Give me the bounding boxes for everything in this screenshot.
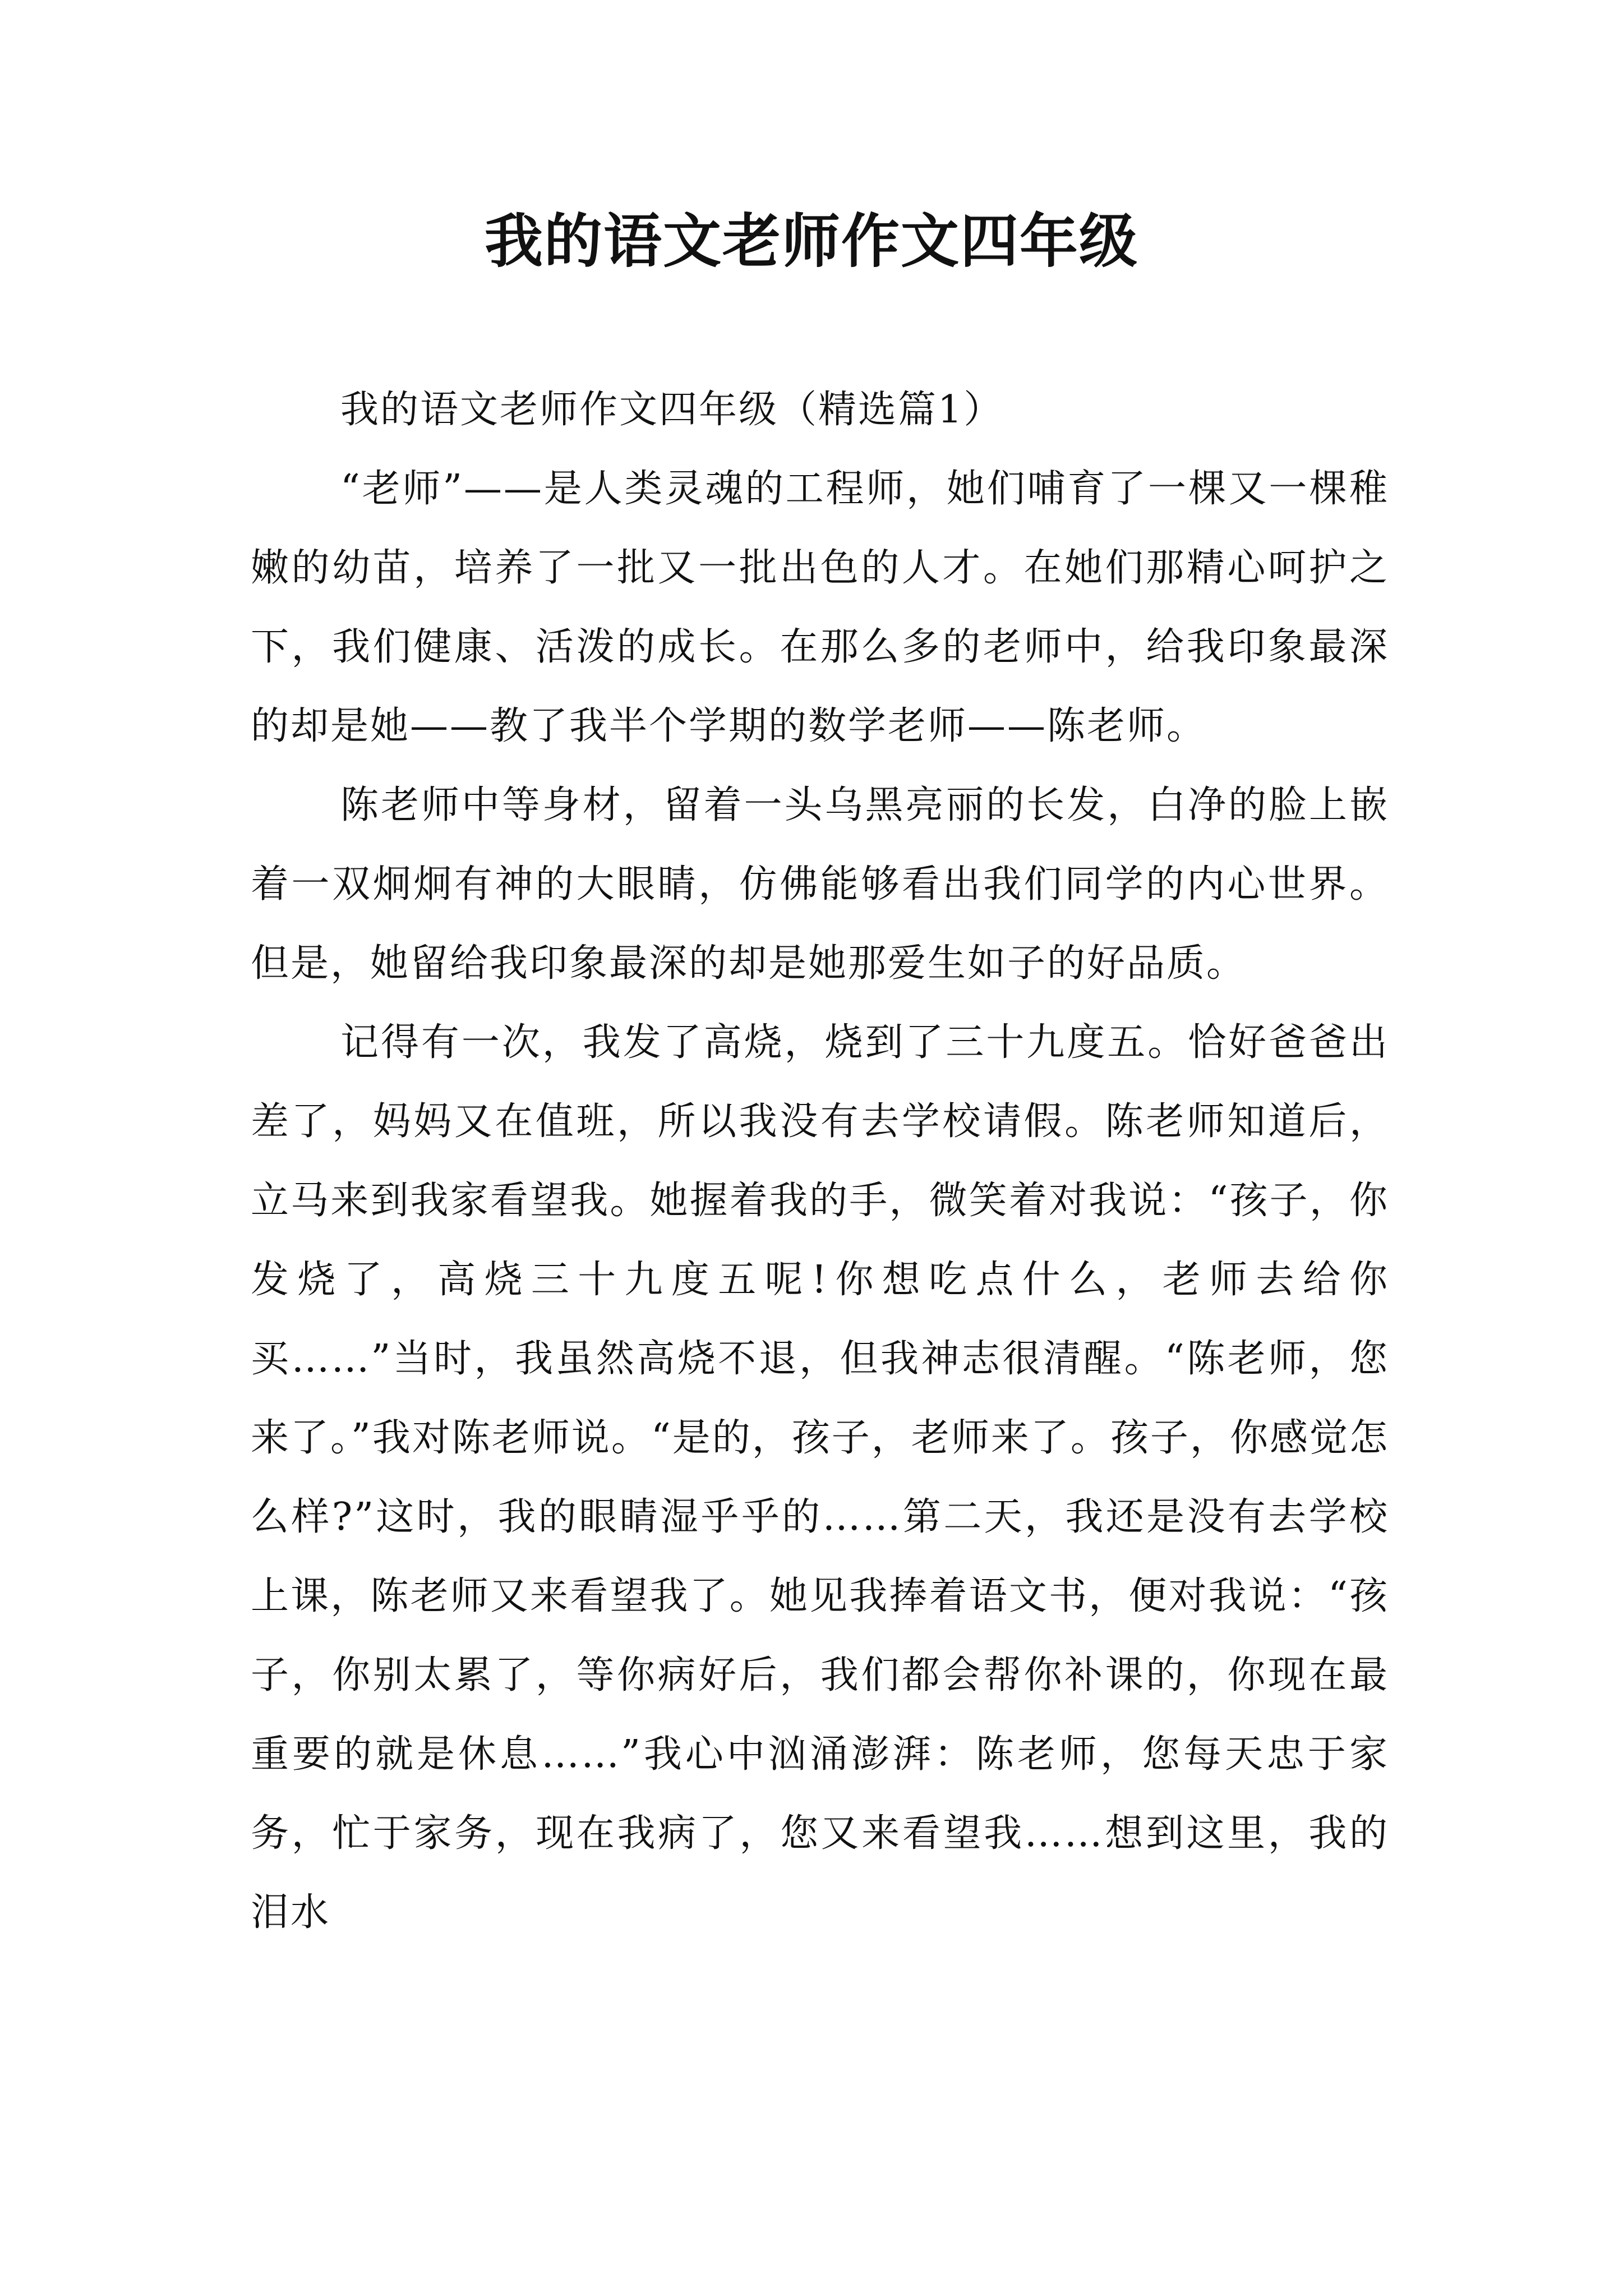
paragraph: 陈老师中等身材，留着一头乌黑亮丽的长发，白净的脸上嵌着一双炯炯有神的大眼睛，仿佛能够看出我们同学的内心世界。但是，她留给我印象最深的却是她那爱生如子的好品质。	[251, 783, 1389, 986]
paragraph: “老师”——是人类灵魂的工程师，她们哺育了一棵又一棵稚嫩的幼苗，培养了一批又一批出色的人才。在她们那精心呵护之下，我们健康、活泼的成长。在那么多的老师中，给我印象最深的却是她——教了我半个学期的数学老师——陈老师。	[251, 467, 1389, 748]
document-title: 我的语文老师作文四年级	[484, 206, 1138, 275]
document-body	[251, 370, 1389, 1952]
paragraph: 记得有一次，我发了高烧，烧到了三十九度五。恰好爸爸出差了，妈妈又在值班，所以我没有去学校请假。陈老师知道后，立马来到我家看望我。她握着我的手，微笑着对我说：“孩子，你发烧了，高烧三十九度五呢!你想吃点什么，老师去给你买……”当时，我虽然高烧不退，但我神志很清醒。“陈老师，您来了。”我对陈老师说。“是的，孩子，老师来了。孩子，你感觉怎么样?”这时，我的眼睛湿乎乎的……第二天，我还是没有去学校上课，陈老师又来看望我了。她见我捧着语文书，便对我说：“孩子，你别太累了，等你病好后，我们都会帮你补课的，你现在最重要的就是休息……”我心中汹涌澎湃：陈老师，您每天忠于家务，忙于家务，现在我病了，您又来看望我……想到这里，我的泪水	[251, 1020, 1389, 1935]
section-heading: 我的语文老师作文四年级（精选篇1）	[340, 388, 1004, 432]
